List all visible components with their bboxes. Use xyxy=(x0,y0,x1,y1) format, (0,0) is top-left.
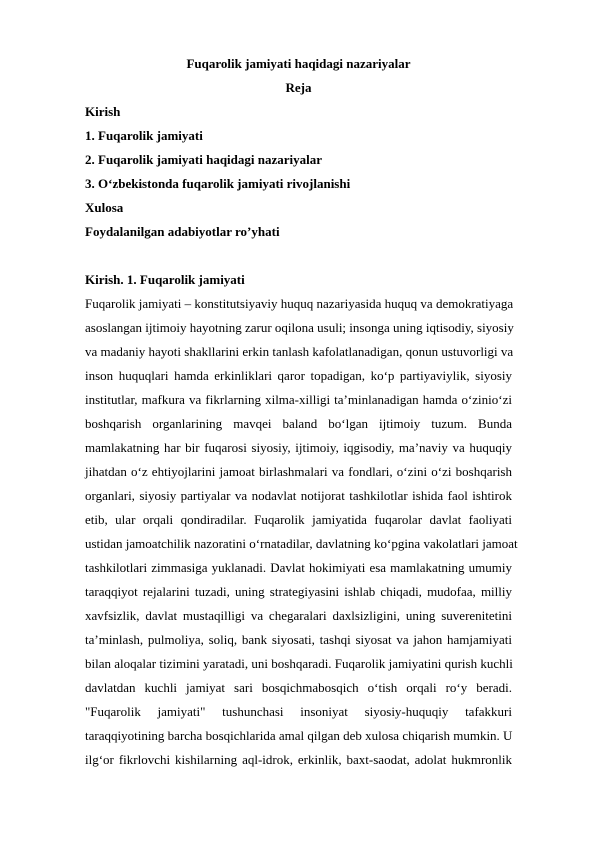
paragraph-line: institutlar, mafkura va fikrlarning xilma-xilligi ta’minlanadigan hamda o‘zinio‘zi xyxy=(85,392,512,407)
paragraph-line: bilan aloqalar tizimini yaratadi, uni boshqaradi. Fuqarolik jamiyatini qurish kuchli xyxy=(85,656,513,671)
paragraph-line: Fuqarolik jamiyati – konstitutsiyaviy huquq nazariyasida huquq va demokratiyaga xyxy=(85,296,514,311)
paragraph-line: "Fuqarolik jamiyati" tushunchasi insoniyat siyosiy-huquqiy tafakkuri xyxy=(85,704,512,719)
paragraph-line: ta’minlash, pulmoliya, soliq, bank siyosati, tashqi siyosat va jahon hamjamiyati xyxy=(85,632,512,647)
paragraph-line: va madaniy hayoti shakllarini erkin tanlash kafolatlanadigan, qonun ustuvorligi va xyxy=(85,344,514,359)
blank-line xyxy=(85,244,512,268)
paragraph-line: asoslangan ijtimoiy hayotning zarur oqilona usuli; insonga uning iqtisodiy, siyosiy xyxy=(85,320,514,335)
paragraph-line: mamlakatning har bir fuqarosi siyosiy, ijtimoiy, iqgisodiy, ma’naviy va huquqiy xyxy=(85,440,512,455)
paragraph-line: taraqqiyot rejalarini tuzadi, uning strategiyasini ishlab chiqadi, mudofaa, milliy xyxy=(85,584,512,599)
body-paragraph xyxy=(85,292,518,772)
paragraph-line: ustidan jamoatchilik nazoratini o‘rnatadilar, davlatning ko‘pgina vakolatlari jamoat xyxy=(85,536,518,551)
paragraph-line: xavfsizlik, davlat mustaqilligi va chegaralari daxlsizligini, uning suverenitetini xyxy=(85,608,512,623)
paragraph-line: davlatdan kuchli jamiyat sari bosqichmabosqich o‘tish orqali ro‘y beradi. xyxy=(85,680,512,695)
plan-heading: Reja xyxy=(285,80,312,95)
plan-item: 1. Fuqarolik jamiyati xyxy=(85,128,203,143)
paragraph-line: jihatdan o‘z ehtiyojlarini jamoat birlashmalari va fondlari, o‘zini o‘zi boshqarish xyxy=(85,464,512,479)
document-page xyxy=(85,52,518,772)
paragraph-line: inson huquqlari hamda erkinliklari qaror topadigan, ko‘p partiyaviylik, siyosiy xyxy=(85,368,512,383)
plan-item: 2. Fuqarolik jamiyati haqidagi nazariyalar xyxy=(85,152,323,167)
plan-item: Xulosa xyxy=(85,200,124,215)
paragraph-line: tashkilotlari zimmasiga yuklanadi. Davlat hokimiyati esa mamlakatning umumiy xyxy=(85,560,512,575)
plan-item: 3. O‘zbekistonda fuqarolik jamiyati rivojlanishi xyxy=(85,176,351,191)
paragraph-line: organlari, siyosiy partiyalar va nodavlat notijorat tashkilotlar ishida faol ishtirok xyxy=(85,488,512,503)
document-title: Fuqarolik jamiyati haqidagi nazariyalar xyxy=(186,56,411,71)
paragraph-line: ilg‘or fikrlovchi kishilarning aql-idrok, erkinlik, baxt-saodat, adolat hukmronlik xyxy=(85,752,512,767)
section-heading: Kirish. 1. Fuqarolik jamiyati xyxy=(85,272,245,287)
plan-item: Kirish xyxy=(85,104,121,119)
plan-item: Foydalanilgan adabiyotlar ro’yhati xyxy=(85,224,280,239)
paragraph-line: etib, ular orqali qondiradilar. Fuqarolik jamiyatida fuqarolar davlat faoliyati xyxy=(85,512,512,527)
paragraph-line: boshqarish organlarining mavqei baland bo‘lgan ijtimoiy tuzum. Bunda xyxy=(85,416,512,431)
paragraph-line: taraqqiyotining barcha bosqichlarida amal qilgan deb xulosa chiqarish mumkin. U xyxy=(85,728,513,743)
